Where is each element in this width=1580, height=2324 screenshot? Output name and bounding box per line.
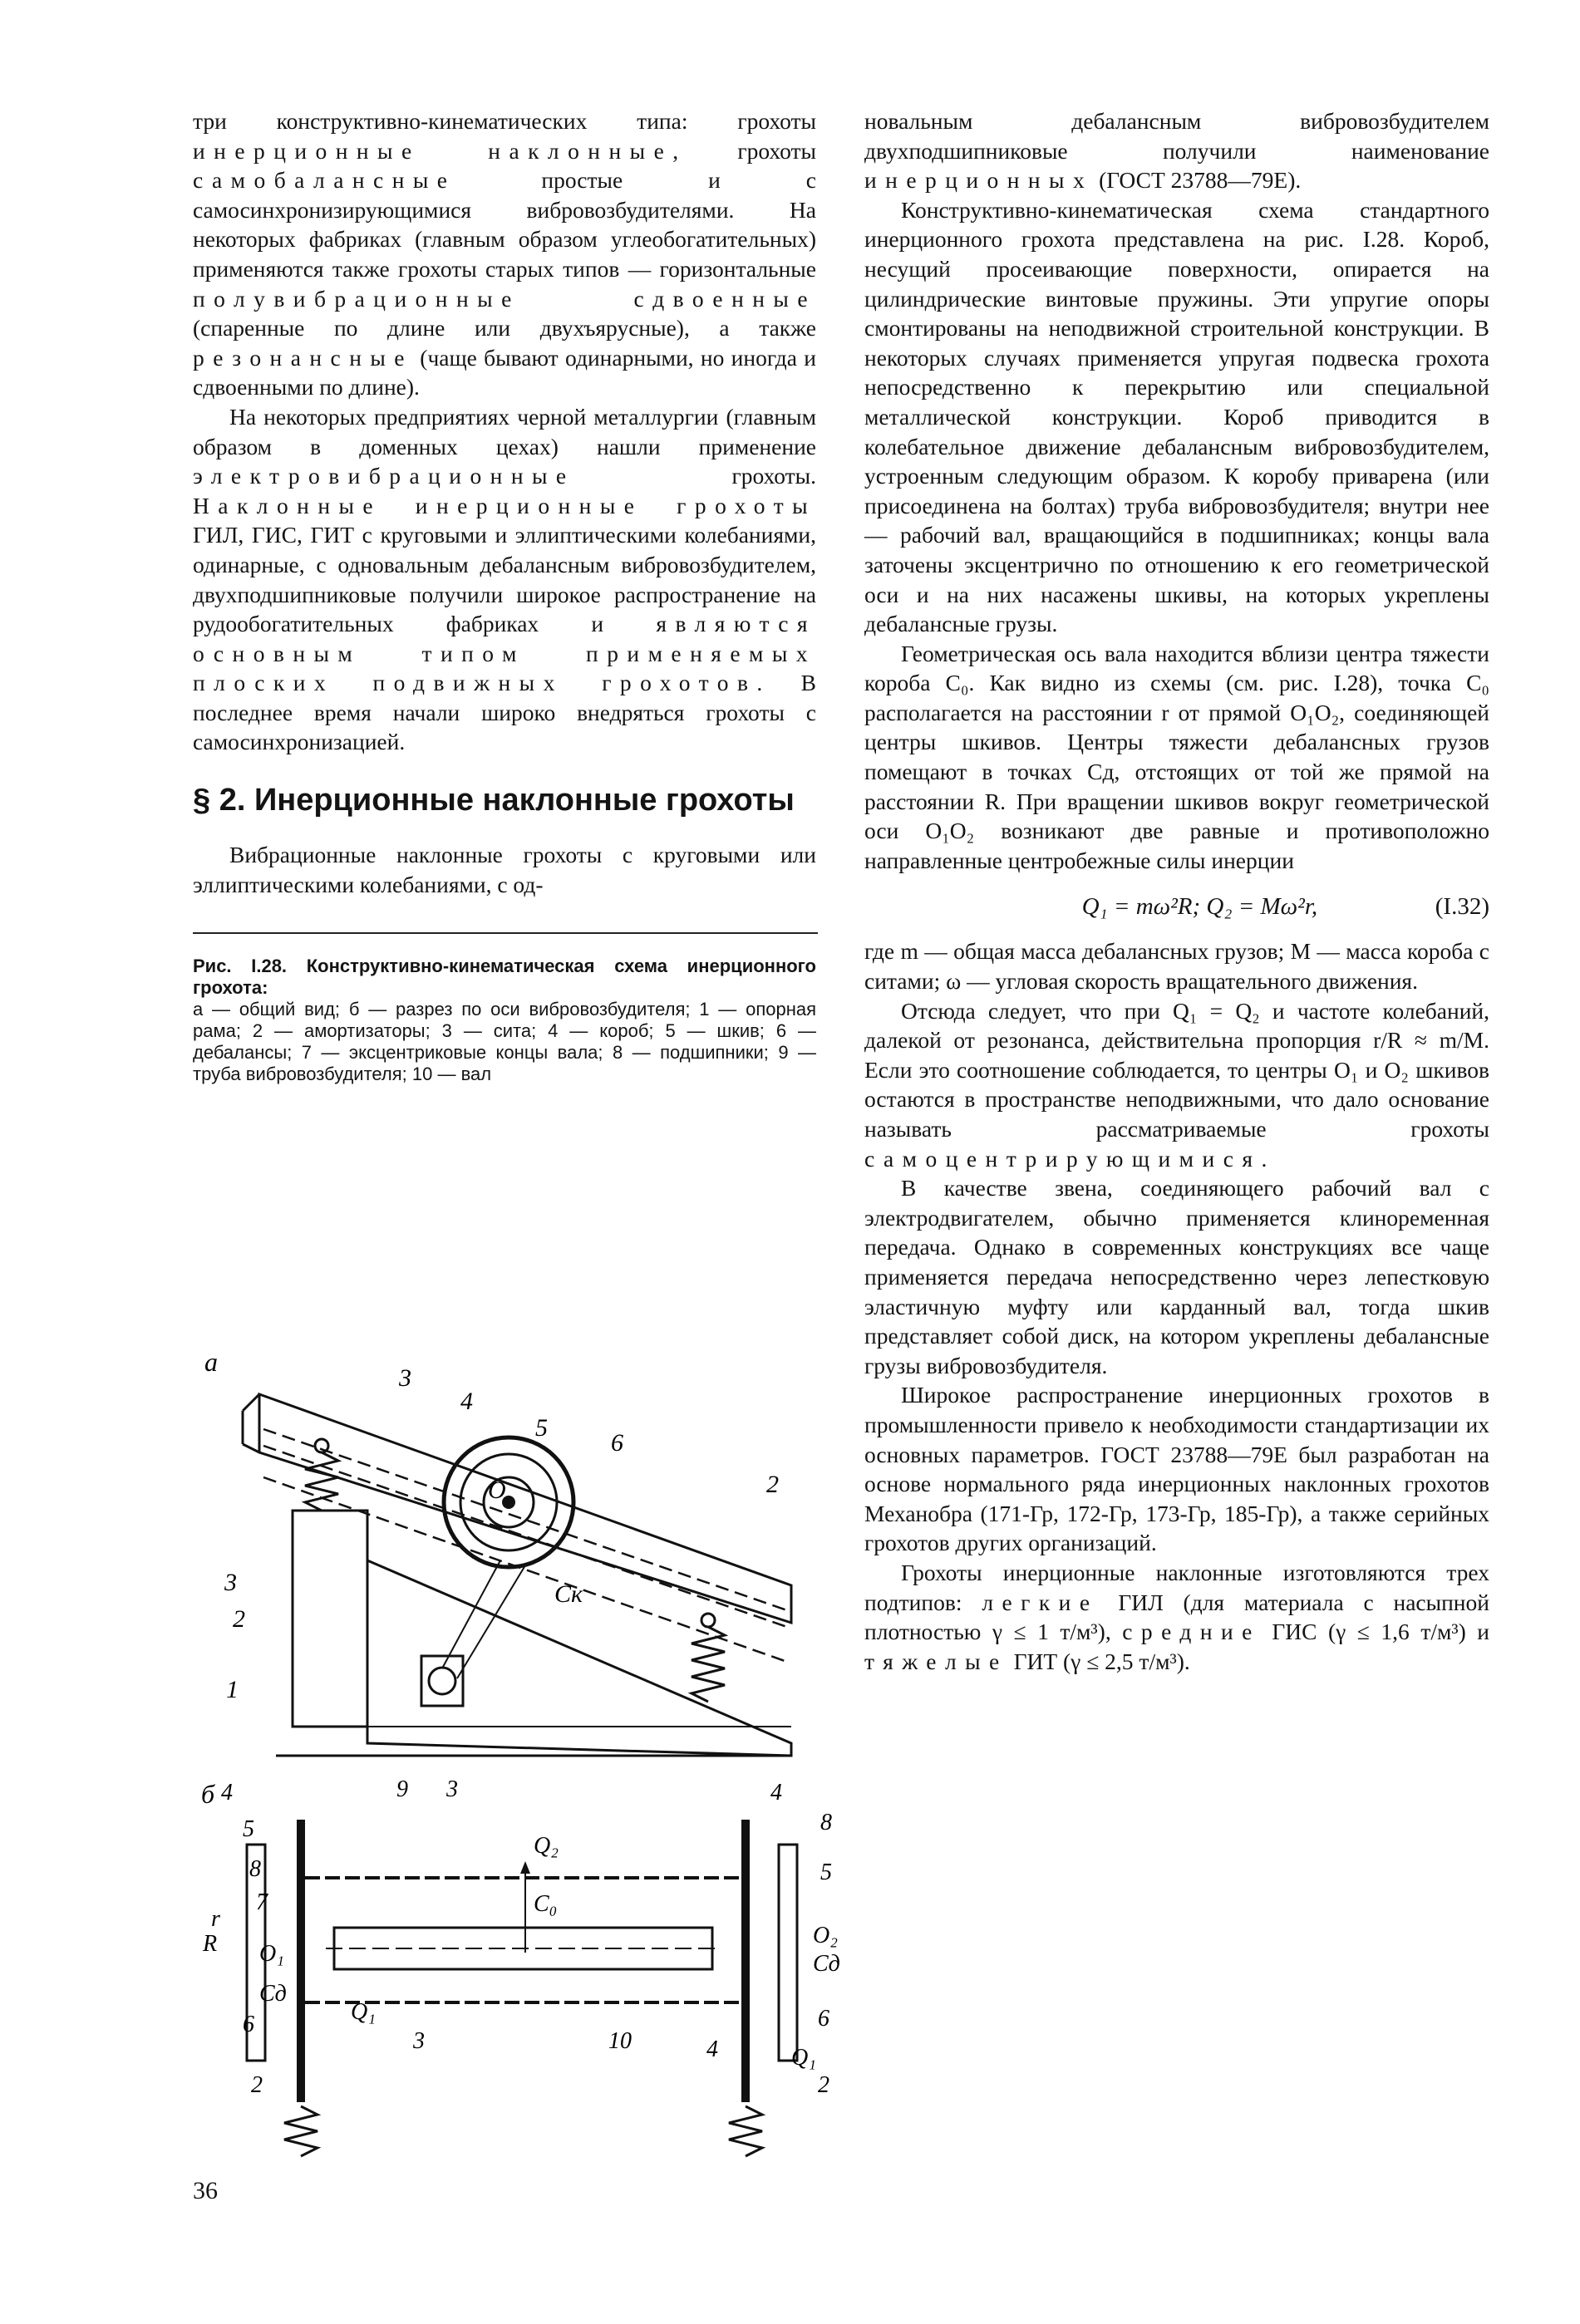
left-paragraph-1: три конструктивно-кинематических типа: грохоты инерционные наклонные, грохоты самобалансные простые и с самосинхронизирующимися вибровозбудителями. На некоторых фабриках (главным образом углеобогатительных) применяются также грохоты старых типов — горизонтальные полувибрационные сдвоенные (спаренные по длине или двухъярусные), а также резонансные (чаще бывают одинарными, но иногда и сдвоенными по длине). <box>193 108 816 400</box>
fig-a-frame <box>293 1511 367 1727</box>
fig-b-label: 8 <box>820 1810 832 1835</box>
figure-a-general-view <box>193 1353 824 1768</box>
fig-a-box <box>259 1394 791 1623</box>
fig-b-label: 6 <box>818 2006 829 2032</box>
fig-a-label: O <box>488 1476 506 1504</box>
fig-b-label: 4 <box>770 1780 782 1806</box>
formula-expression: Q₁ = mω²R; Q₂ = Mω²r, <box>1081 893 1318 921</box>
fig-b-label: 5 <box>820 1860 832 1885</box>
fig-b-label: 7 <box>256 1889 268 1915</box>
fig-a-label: 1 <box>226 1676 239 1703</box>
fig-b-wall-left <box>297 1820 305 2102</box>
fig-a-label: 3 <box>224 1569 237 1596</box>
page-number: 36 <box>193 2177 218 2204</box>
right-paragraph-5: Отсюда следует, что при Q₁ = Q₂ и частоте колебаний, далекой от резонанса, действительна пропорция r/R ≈ m/M. Если это соотношение соблюдается, то центры O₁ и O₂ шкивов остаются в пространстве неподвижными, что дало основание называть рассматриваемые грохоты самоцентрирующимися. <box>864 997 1489 1172</box>
fig-b-panel-label: б <box>201 1779 215 1809</box>
left-paragraph-2: На некоторых предприятиях черной металлургии (главным образом в доменных цехах) нашли применение электровибрационные грохоты. Наклонные инерционные грохоты ГИЛ, ГИС, ГИТ с круговыми и эллиптическими колебаниями, одинарные, с одновальным дебалансным вибровозбудителем, двухподшипниковые получили широкое распространение на рудообогатительных фабриках и являются основным типом применяемых плоских подвижных грохотов. В последнее время начали широко внедряться грохоты с самосинхронизацией. <box>193 403 817 755</box>
right-paragraph-1: новальным дебалансным вибровозбудителем двухподшипниковые получили наименование инерционных (ГОСТ 23788—79Е). <box>864 108 1489 194</box>
right-paragraph-6: В качестве звена, соединяющего рабочий вал с электродвигателем, обычно применяется клиноременная передача. Однако в современных конструкциях все чаще применяется передача непосредственно через лепестковую эластичную муфту или карданный вал, тогда шкив представляет собой диск, на котором укреплены дебалансные грузы вибровозбудителя. <box>864 1175 1489 1378</box>
fig-b-spring-left <box>284 2106 317 2156</box>
fig-a-label: 5 <box>535 1414 548 1442</box>
fig-a-spring-right <box>692 1614 725 1702</box>
fig-b-label: C₀ <box>534 1891 558 1917</box>
left-column <box>193 106 816 1085</box>
fig-a-label: 3 <box>399 1364 411 1392</box>
formula-I32 <box>864 890 1489 923</box>
fig-b-label: 3 <box>446 1778 458 1802</box>
figure-caption <box>193 956 816 1085</box>
fig-b-pulley-right <box>779 1845 797 2061</box>
fig-b-label: 8 <box>249 1856 261 1882</box>
fig-a-label: 4 <box>460 1388 473 1415</box>
fig-b-label: 2 <box>251 2072 263 2098</box>
fig-b-label: 2 <box>818 2072 829 2098</box>
right-paragraph-8: Грохоты инерционные наклонные изготовляются трех подтипов: легкие ГИЛ (для материала с насыпной плотностью γ ≤ 1 т/м³), средние ГИС (γ ≤ 1,6 т/м³) и тяжелые ГИТ (γ ≤ 2,5 т/м³). <box>864 1559 1490 1674</box>
formula-number: (I.32) <box>1435 893 1489 921</box>
fig-b-label: r <box>211 1906 220 1932</box>
fig-b-wall-right <box>741 1820 750 2102</box>
fig-b-label: 10 <box>608 2028 632 2054</box>
fig-b-spring-right <box>729 2106 762 2156</box>
right-paragraph-4: где m — общая масса дебалансных грузов; M — масса короба с ситами; ω — угловая скорость вращательного движения. <box>864 938 1489 995</box>
fig-a-label: 6 <box>611 1429 623 1457</box>
fig-b-label: Cд <box>259 1981 287 2007</box>
fig-b-label: 5 <box>243 1816 254 1842</box>
fig-a-label: Cк <box>554 1580 583 1608</box>
fig-a-panel-label: а <box>204 1353 218 1377</box>
fig-a-motor <box>421 1656 463 1706</box>
fig-b-label: O₂ <box>813 1923 838 1948</box>
caption-divider <box>193 932 818 934</box>
right-paragraph-3: Геометрическая ось вала находится вблизи центра тяжести короба C₀. Как видно из схемы (см. рис. I.28), точка C₀ располагается на расстоянии r от прямой O₁O₂, соединяющей центры шкивов. Центры тяжести дебалансных грузов помещают в точках Cд, отстоящих от той же прямой на расстоянии R. При вращении шкивов вокруг геометрической оси O₁O₂ возникают две равные и противоположно направленные центробежные силы инерции <box>864 640 1489 873</box>
fig-b-label: O₁ <box>259 1941 284 1967</box>
fig-b-label: R <box>203 1931 218 1957</box>
right-paragraph-2: Конструктивно-кинематическая схема стандартного инерционного грохота представлена на рис. I.28. Короб, несущий просеивающие поверхности, опирается на цилиндрические винтовые пружины. Эти упругие опоры смонтированы на неподвижной строительной конструкции. В некоторых случаях применяется упругая подвеска грохота непосредственно к перекрытию или специальной металлической конструкции. Короб приводится в колебательное движение дебалансным вибровозбудителем, устроенным следующим образом. К коробу приварена (или присоединена на болтах) труба вибровозбудителя; внутри нее — рабочий вал, вращающийся в подшипниках; концы вала заточены эксцентрично по отношению к его геометрической оси и на них насажены шкивы, на которых укреплены дебалансные грузы. <box>864 196 1489 637</box>
fig-b-label: 4 <box>221 1780 233 1806</box>
fig-a-label: 2 <box>233 1605 245 1633</box>
fig-a-label: 2 <box>766 1471 779 1498</box>
fig-b-label: Q₁ <box>791 2045 816 2071</box>
figure-b-section <box>193 1778 849 2169</box>
fig-b-label: 3 <box>413 2028 425 2054</box>
fig-b-label: Q₁ <box>351 1999 376 2025</box>
section-heading: § 2. Инерционные наклонные грохоты <box>193 783 795 818</box>
right-paragraph-7: Широкое распространение инерционных грохотов в промышленности привело к необходимости стандартизации их основных параметров. ГОСТ 23788—79Е был разработан на основе нормального ряда инерционных наклонных грохотов Механобра (171-Гр, 172-Гр, 173-Гр, 185-Гр), а также серийных грохотов других организаций. <box>864 1382 1489 1556</box>
fig-b-label: Cд <box>813 1951 840 1977</box>
caption-body: а — общий вид; б — разрез по оси вибровозбудителя; 1 — опорная рама; 2 — амортизаторы; 3 — сита; 4 — короб; 5 — шкив; 6 — дебалансы; 7 — эксцентриковые концы вала; 8 — подшипники; 9 — труба вибровозбудителя; 10 — вал <box>193 999 816 1085</box>
fig-b-label: Q₂ <box>534 1833 559 1859</box>
right-column <box>864 106 1489 1676</box>
left-paragraph-3: Вибрационные наклонные грохоты с круговыми или эллиптическими колебаниями, с од- <box>193 842 816 897</box>
fig-b-label: 9 <box>396 1778 408 1802</box>
caption-title: Рис. I.28. Конструктивно-кинематическая схема инерционного грохота: <box>193 956 816 999</box>
fig-b-label: 4 <box>706 2037 718 2062</box>
fig-b-label: 6 <box>243 2012 254 2037</box>
